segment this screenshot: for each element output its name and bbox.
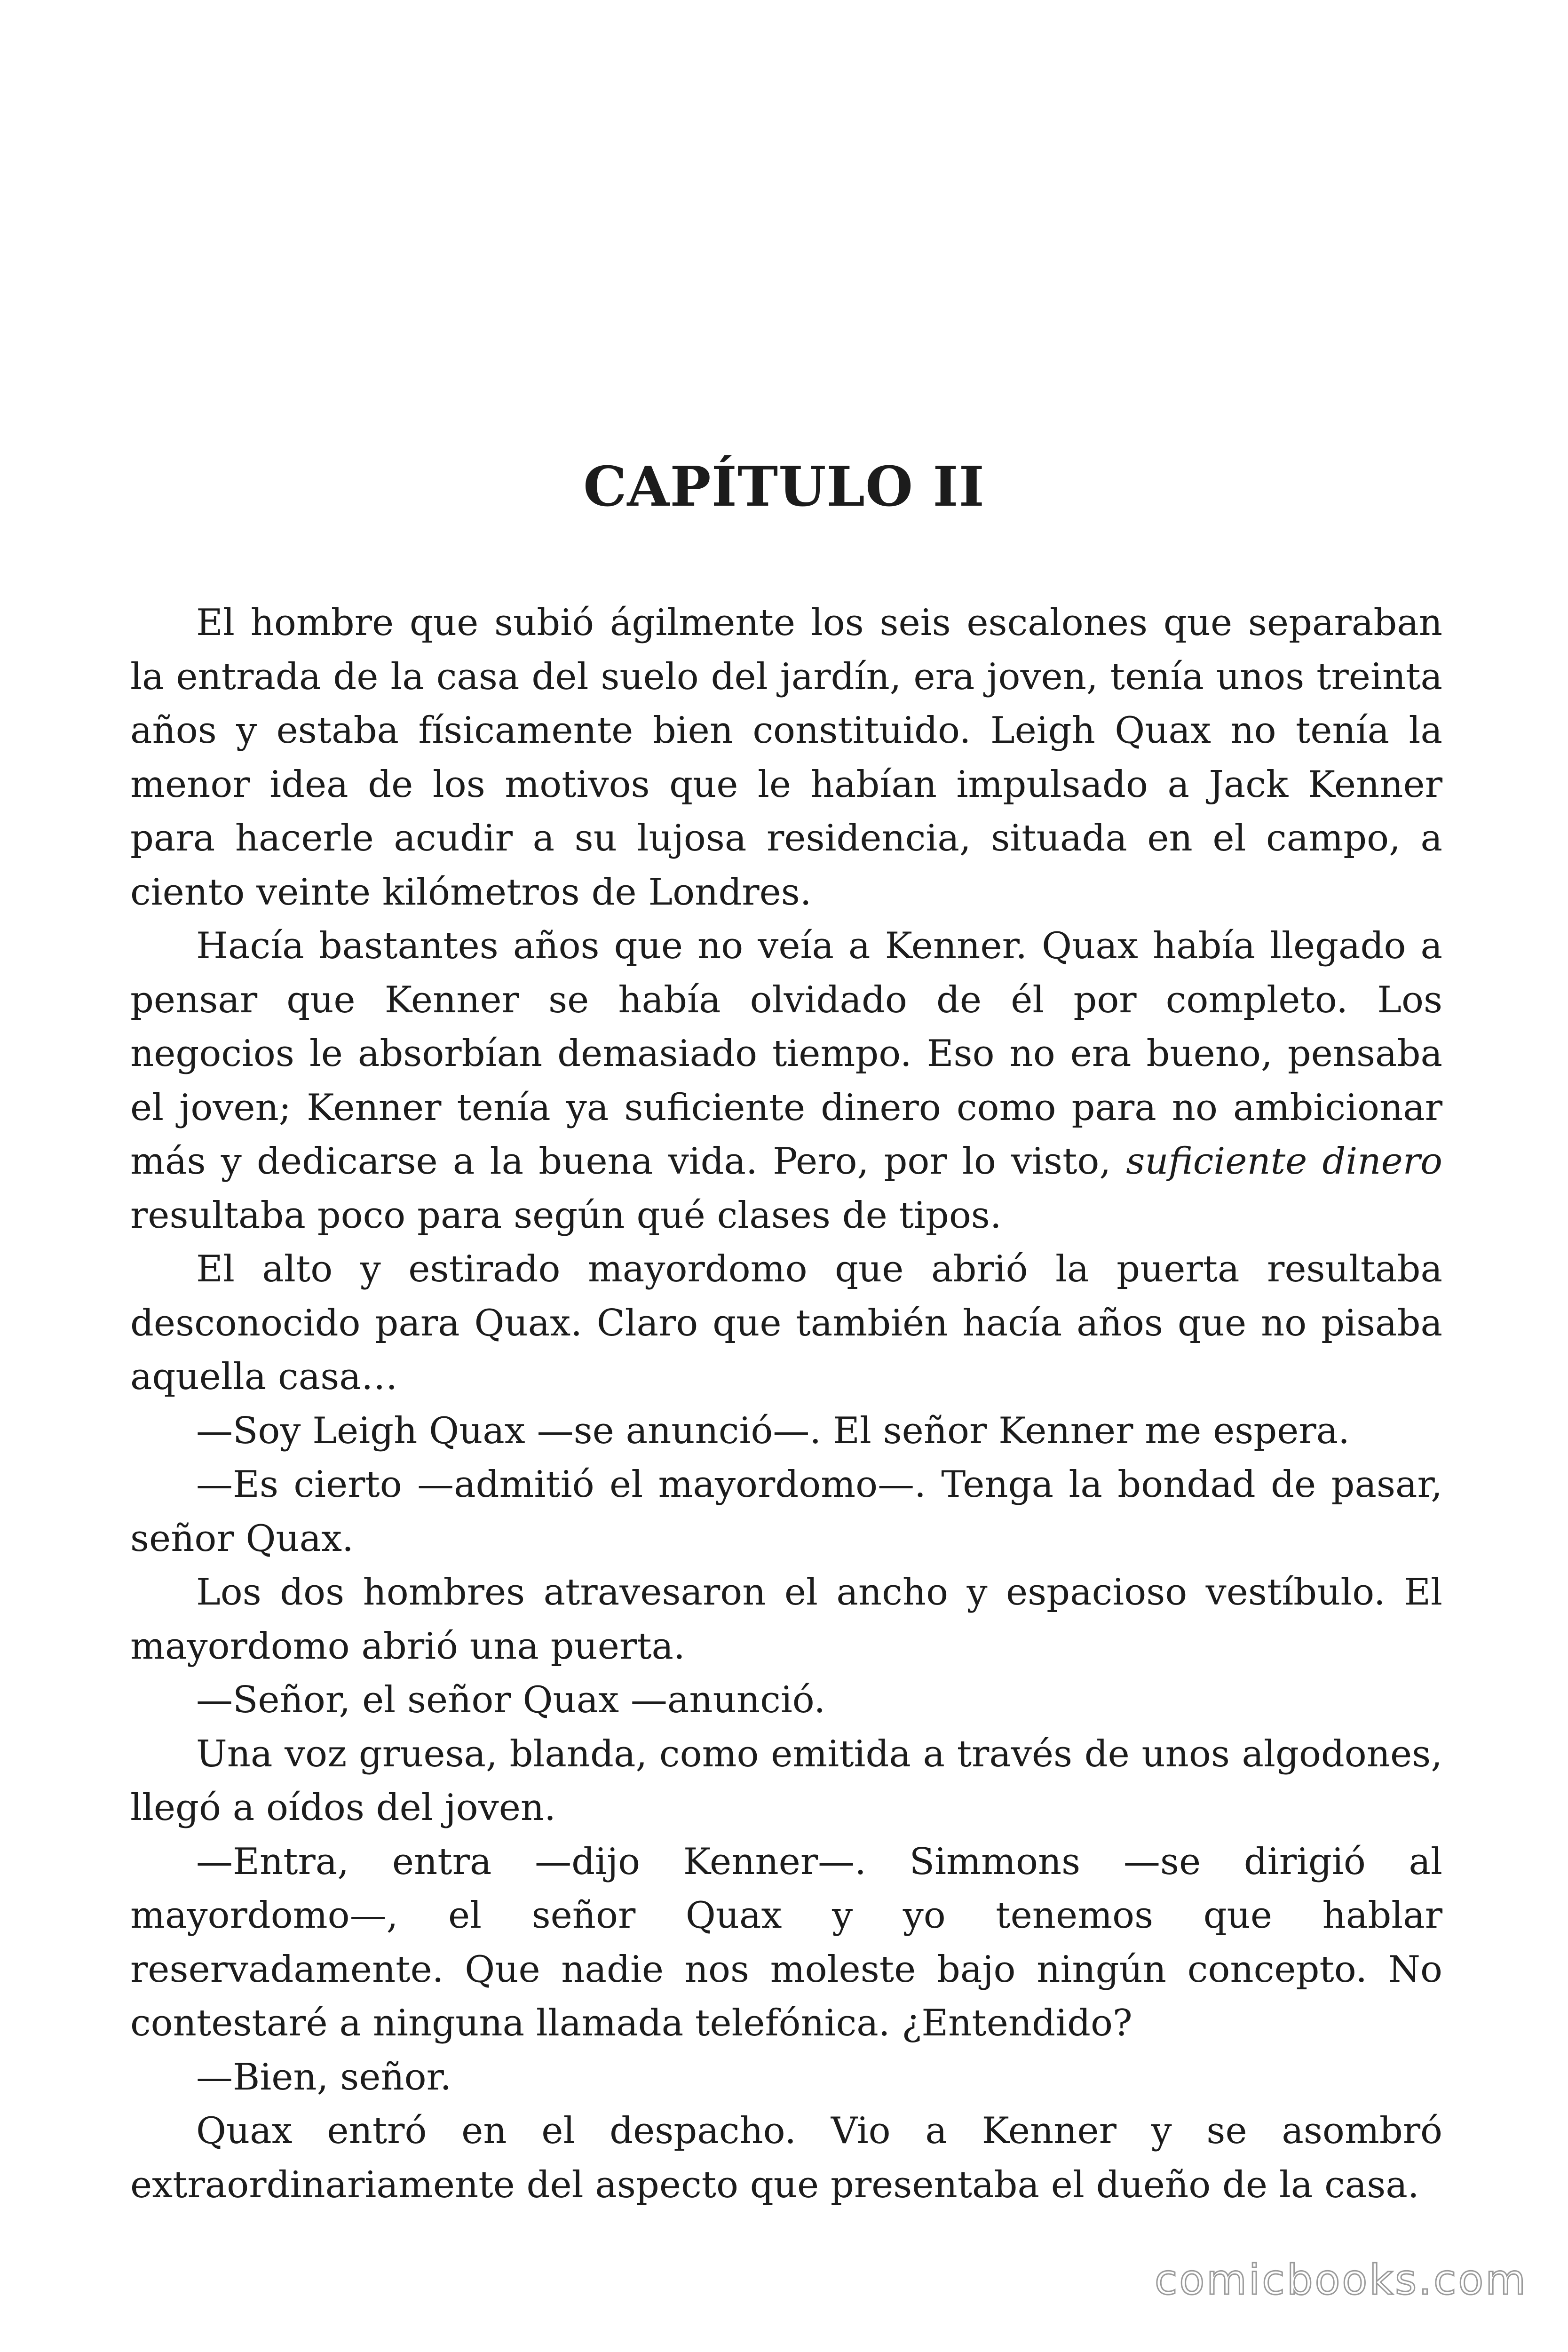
paragraph xyxy=(130,919,1442,1242)
chapter-title: CAPÍTULO II xyxy=(583,455,985,519)
paragraph-text: —Soy Leigh Quax —se anunció—. El señor Kenner me espera. xyxy=(196,1409,1350,1452)
italic-phrase: suficiente dinero xyxy=(1126,1140,1442,1183)
dialogue-line xyxy=(130,1673,1442,1727)
paragraph-text: El alto y estirado mayordomo que abrió la puerta resultaba desconocido para Quax. Claro que también hacía años que no pisaba aquella casa… xyxy=(130,1248,1442,1398)
paragraph-text: Los dos hombres atravesaron el ancho y espacioso vestíbulo. El mayordomo abrió una puerta. xyxy=(130,1571,1442,1668)
paragraph-text: —Entra, entra —dijo Kenner—. Simmons —se dirigió al mayordomo—, el señor Quax y yo tenemos que hablar reservadamente. Que nadie nos moleste bajo ningún concepto. No contestaré a ninguna llamada telefónica. ¿Entendido? xyxy=(130,1840,1442,2044)
paragraph-text: resultaba poco para según qué clases de tipos. xyxy=(130,1194,1002,1237)
paragraph-text: —Señor, el señor Quax —anunció. xyxy=(196,1679,826,1721)
paragraph-text: —Bien, señor. xyxy=(196,2056,452,2098)
dialogue-line xyxy=(130,1404,1442,1458)
paragraph-text: El hombre que subió ágilmente los seis escalones que separaban la entrada de la casa del suelo del jardín, era joven, tenía unos treinta años y estaba físicamente bien constituido. Leigh Quax no tenía la menor idea de los motivos que le habían impulsado a Jack Kenner para hacerle acudir a su lujosa residencia, situada en el campo, a ciento veinte kilómetros de Londres. xyxy=(130,602,1442,914)
paragraph xyxy=(130,1727,1442,1835)
watermark: comicbooks.com xyxy=(1154,2256,1528,2304)
dialogue-line xyxy=(130,1458,1442,1565)
chapter-body xyxy=(130,596,1442,2212)
paragraph xyxy=(130,1242,1442,1404)
paragraph xyxy=(130,596,1442,919)
paragraph-text: —Es cierto —admitió el mayordomo—. Tenga la bondad de pasar, señor Quax. xyxy=(130,1463,1442,1560)
paragraph-text: Quax entró en el despacho. Vio a Kenner y se asombró extraordinariamente del aspecto que presentaba el dueño de la casa. xyxy=(130,2110,1442,2206)
paragraph xyxy=(130,2104,1442,2212)
paragraph-text: Hacía bastantes años que no veía a Kenner. Quax había llegado a pensar que Kenner se había olvidado de él por completo. Los negocios le absorbían demasiado tiempo. Eso no era bueno, pensaba el joven; Kenner tenía ya suficiente dinero como para no ambicionar más y dedicarse a la buena vida. Pero, por lo visto, xyxy=(130,925,1442,1183)
paragraph-text: Una voz gruesa, blanda, como emitida a través de unos algodones, llegó a oídos del joven. xyxy=(130,1732,1442,1829)
dialogue-line xyxy=(130,1835,1442,2050)
paragraph xyxy=(130,1565,1442,1673)
dialogue-line xyxy=(130,2050,1442,2105)
